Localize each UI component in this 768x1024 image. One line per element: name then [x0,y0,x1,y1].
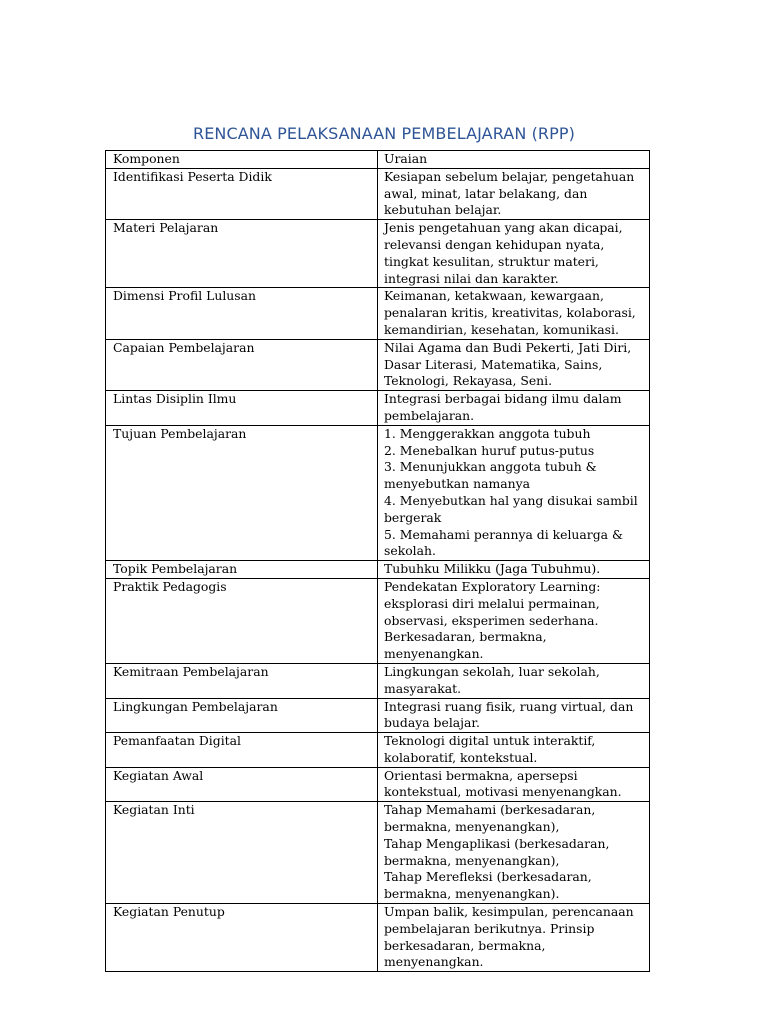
uraian-cell: Integrasi ruang fisik, ruang virtual, dan budaya belajar. [378,698,650,733]
uraian-cell: Tahap Memahami (berkesadaran, bermakna, menyenangkan), Tahap Mengaplikasi (berkesadaran, bermakna, menyenangkan), Tahap Merefleksi (berkesadaran, bermakna, menyenangkan). [378,802,650,904]
table-row [106,733,650,768]
komponen-cell: Topik Pembelajaran [106,561,378,579]
komponen-cell: Praktik Pedagogis [106,578,378,663]
table-row [106,288,650,339]
komponen-cell: Lintas Disiplin Ilmu [106,391,378,426]
komponen-cell: Identifikasi Peserta Didik [106,168,378,219]
table-row [106,339,650,390]
komponen-cell: Dimensi Profil Lulusan [106,288,378,339]
table-row [106,663,650,698]
header-uraian: Uraian [378,151,650,169]
uraian-cell: Umpan balik, kesimpulan, perencanaan pembelajaran berikutnya. Prinsip berkesadaran, bermakna, menyenangkan. [378,904,650,972]
uraian-cell: Orientasi bermakna, apersepsi kontekstual, motivasi menyenangkan. [378,767,650,802]
rpp-table [105,150,650,972]
uraian-cell: Pendekatan Exploratory Learning: eksplorasi diri melalui permainan, observasi, eksperimen sederhana. Berkesadaran, bermakna, menyenangkan. [378,578,650,663]
uraian-cell: Nilai Agama dan Budi Pekerti, Jati Diri, Dasar Literasi, Matematika, Sains, Teknologi, Rekayasa, Seni. [378,339,650,390]
komponen-cell: Pemanfaatan Digital [106,733,378,768]
uraian-cell: Tubuhku Milikku (Jaga Tubuhmu). [378,561,650,579]
komponen-cell: Kegiatan Awal [106,767,378,802]
table-header-row [106,151,650,169]
komponen-cell: Kegiatan Inti [106,802,378,904]
komponen-cell: Lingkungan Pembelajaran [106,698,378,733]
table-row [106,802,650,904]
komponen-cell: Kemitraan Pembelajaran [106,663,378,698]
komponen-cell: Tujuan Pembelajaran [106,425,378,560]
table-body [106,168,650,971]
komponen-cell: Capaian Pembelajaran [106,339,378,390]
table-row [106,220,650,288]
table-row [106,578,650,663]
komponen-cell: Kegiatan Penutup [106,904,378,972]
table-row [106,425,650,560]
uraian-cell: Kesiapan sebelum belajar, pengetahuan awal, minat, latar belakang, dan kebutuhan belajar. [378,168,650,219]
uraian-cell: Keimanan, ketakwaan, kewargaan, penalaran kritis, kreativitas, kolaborasi, kemandirian, kesehatan, komunikasi. [378,288,650,339]
table-row [106,698,650,733]
header-komponen: Komponen [106,151,378,169]
uraian-cell: 1. Menggerakkan anggota tubuh 2. Menebalkan huruf putus-putus 3. Menunjukkan anggota tubuh & menyebutkan namanya 4. Menyebutkan hal yang disukai sambil bergerak 5. Memahami perannya di keluarga & sekolah. [378,425,650,560]
table-row [106,767,650,802]
table-row [106,561,650,579]
uraian-cell: Jenis pengetahuan yang akan dicapai, relevansi dengan kehidupan nyata, tingkat kesulitan, struktur materi, integrasi nilai dan karakter. [378,220,650,288]
table-row [106,168,650,219]
document-title: RENCANA PELAKSANAAN PEMBELAJARAN (RPP) [193,124,575,143]
table-row [106,904,650,972]
komponen-cell: Materi Pelajaran [106,220,378,288]
uraian-cell: Teknologi digital untuk interaktif, kolaboratif, kontekstual. [378,733,650,768]
uraian-cell: Integrasi berbagai bidang ilmu dalam pembelajaran. [378,391,650,426]
table-row [106,391,650,426]
uraian-cell: Lingkungan sekolah, luar sekolah, masyarakat. [378,663,650,698]
